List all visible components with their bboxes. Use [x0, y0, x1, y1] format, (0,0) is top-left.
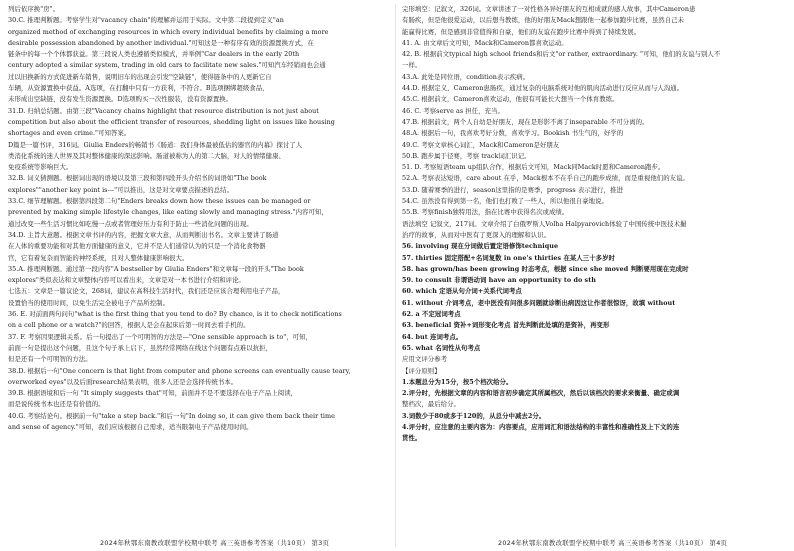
text-line: 通过改变一些生活习惯比如吃慢一点或者管理好压力有利于防止一些消化问题的出现。: [8, 219, 253, 228]
text-line: 列后依序换"房"。: [8, 5, 60, 13]
text-line: organized method of exchanging resources in which every individual benefits by claiming a more: [8, 27, 329, 36]
text-line: 53.D. 随着赛季的进行，season这里指的是赛季，progress 表示进行，推进: [402, 185, 623, 194]
text-line: D篇是一篇书评，316词。Giulia Enders的畅销书《肠道：我们身体最被低估的器官的内幕》探讨了人: [8, 140, 303, 149]
text-line: 而是说传统书本也还是有价值的。: [8, 400, 105, 409]
text-line: 43.A. 此处是同位语，condition表示疾病。: [402, 72, 530, 81]
text-line: 类消化系统的迷人世界及其对整体健康的深远影响。肠道被称为人的第二大脑，对人的情绪健康、: [8, 151, 285, 160]
text-line: 35.A. 推理判断题。通过第一段内容"A bestseller by Giulia Enders"和文章每一段的开头"The book: [8, 264, 304, 273]
text-line: 60. which 定语从句介词+关系代词考点: [402, 287, 522, 296]
text-line: 链条中的每一个个体都获益。第三段说人类也遵循类似模式，并举例"Car dealers in the early 20th: [8, 50, 300, 59]
text-line: 4.评分时，应注意的主要内容为：内容要点，应用词汇和语法结构的丰富性和准确性及上下文的连: [402, 422, 680, 431]
text-line: 61. without 介词考点，老中医没有问很多问题就诊断出病因这让作者很惊讶，故填 without: [402, 298, 676, 307]
text-line: 34.D. 主旨大意题。根据文章书评的内容，把握文章大意，从而判断出书名。文章主要讲了肠道: [8, 230, 279, 239]
text-line: 在人体的重要功能和对其他方面健康的意义，它并不是人们通常认为的只是一个消化食物器: [8, 242, 266, 251]
text-line: 63. beneficial 资补+词形变化考点 首先判断此处填的是资补，再变形: [402, 321, 610, 330]
text-line: 57. thirties 固定搭配+名词复数 in one's thirties 在某人三十多岁时: [402, 253, 615, 262]
text-line: overworked eyes"以及后面research结果表明，很多人还是会选择传统书本。: [8, 377, 238, 386]
text-line: explores"类似表达和文章整体内容可以看出来，文章是对一本书进行介绍和评论。: [8, 276, 245, 285]
text-line: and sense of agency."可知，我们应该根据自己需求，适当限制电子产品使用时间。: [8, 422, 253, 431]
page-divider: [395, 4, 396, 547]
text-line: explores""another key point is---"可以推出，这是对文章要点描述的总结。: [8, 185, 234, 194]
text-line: 31.D. 归纳总结题。由第三段"Vacancy chains highlight that resource distribution is not just about: [8, 106, 319, 115]
text-line: 44.D. 根据定义，Cameron患肠疾，通过复杂的电脑系统对他的肌肉活动进行反应从而与人沟通。: [402, 84, 684, 93]
text-line: 56. involving 现在分词做后置定语修饰technique: [402, 242, 559, 251]
text-line: 37. F. 考察因果逻辑关系。后一句提出了一个可明智的方法是—"One sensible approach is to"，可知，: [8, 332, 312, 341]
text-line: 62. a 不定冠词考点: [402, 310, 461, 319]
text-line: 语法填空 记叙文，217词。文章介绍了白俄罗斯人Volha Halpyarovich体验了中国传统中医技术撮: [402, 219, 687, 228]
text-line: competition but also about the efficient transfer of resources, shedding light on issues like housing: [8, 117, 335, 126]
text-line: century adopted a similar system, trading in old cars to facilitate new sales."可知汽车经销商也会通: [8, 61, 326, 70]
text-line: 应用文评分参考: [402, 355, 448, 364]
text-line: 55.B. 考察finish独特用法，指在比赛中获得名次或成绩。: [402, 208, 569, 217]
text-line: 过以旧换新的方式促进新车销售，说明旧车的出现会引发"空缺链"，使得链条中的人更新它自: [8, 72, 272, 81]
text-line: 1.本题总分为15分，按5个档次给分。: [402, 377, 513, 386]
text-line: 51. D. 考察短语team up组队合作，根据后文可知，Mack同Mack时愿和Cameron跑步。: [402, 163, 665, 172]
text-line: 45.C. 根据前文，Cameron喜欢运动，他很有可能长大想当一个体育教练。: [402, 95, 619, 104]
right-answer-page: [402, 4, 786, 539]
text-line: 47.B. 根据前文，两个人自幼是好朋友，现在是形影不离了inseparable 不可分离的。: [402, 117, 649, 126]
text-line: prevented by making simple lifestyle changes, like eating slowly and managing stress."内容可知，: [8, 208, 328, 217]
text-line: 52.A. 考察表达短语，care about 在乎，Mack根本不在乎自己的跑步成绩，而是重视他们的友谊。: [402, 174, 689, 183]
text-line: 40.G. 考察结论句。根据前一句"take a step back."和后一句"In doing so, it can give them back their time: [8, 411, 335, 420]
text-line: shortages and even crime."可知答案。: [8, 129, 131, 138]
text-line: 整档次，最后给分。: [402, 400, 460, 409]
text-line: 2.评分时，先根据文章的内容和语言初步确定其所属档次，然后以该档次的要求来衡量、确定或调: [402, 389, 680, 398]
text-line: 39.B. 根据语境和后一句 "It simply suggests that"可知，前面并不是不要选择在电子产品上阅读，: [8, 389, 298, 398]
text-line: 65. what 名词性从句考点: [402, 343, 481, 352]
text-line: 38.D. 根据后一句"One concern is that light from computer and phone screens can eventually cause teary,: [8, 366, 351, 375]
text-line: 贯性。: [402, 434, 422, 443]
text-line: 59. to consult 非谓语动词 have an opportunity to do sth: [402, 276, 596, 285]
text-line: desirable possession abandoned by another individual."可知这是一种有序有效的资源置换方式，在: [8, 38, 314, 47]
text-line: 30.C. 推理判断题。考察学生对"vacancy chain"的理解并运用于实际。文中第二段提到定义"an: [8, 16, 284, 25]
text-line: 车辆，从资源置换中获益。A选项，在打翻中只有一方获利，不符合。B选项捆绑超级食品，: [8, 84, 269, 93]
text-line: 有肠疾，但是他很爱运动，以后想当教练，他的好朋友Mack想跟他一起参加跑步比赛，虽然自己未: [402, 16, 685, 25]
text-line: 官，它有着复杂而智能的神经系统，且对人整体健康影响很大。: [8, 253, 189, 262]
text-line: 未形成出空缺链，没有发生资源置换。D选项购买一次性服装，没有资源置换。: [8, 95, 233, 104]
text-line: 36. E. 对前面两句问句"what is the first thing that you tend to do? By chance, is it to check notifications: [8, 310, 342, 319]
text-line: on a cell phone or a watch?"的回答，根据人是会在起床后第一时间去看手机的。: [8, 321, 250, 330]
text-line: 七选五：文章是一篇议论文，268词，建议在高科技生活时代，我们还是应该合理利用电子产品，: [8, 287, 285, 296]
text-line: 【评分原则】: [402, 366, 441, 375]
text-line: 一样。: [402, 61, 422, 70]
text-line: 48.A. 根据后一句，我喜欢考好分数，喜欢学习。Bookish 书生气的，好学的: [402, 129, 624, 138]
text-line: 58. has grown/has been growing 时态考点，根据 since she moved 判断要用现在完成时: [402, 264, 689, 273]
left-page-footer: 2024年秋鄂东南教改联盟学校期中联考 高三英语参考答案（共10页） 第3页: [100, 539, 330, 547]
text-line: 32.B. 词义猜测题。根据词出现的语境以及第三段和第四段开头介绍书的词语如"The book: [8, 174, 267, 183]
left-answer-page: [8, 4, 392, 539]
right-page-footer: 2024年秋鄂东南教改联盟学校期中联考 高三英语参考答案（共10页） 第4页: [498, 539, 728, 547]
text-line: 49.C. 考察文章核心词汇，Mack和Cameron是好朋友: [402, 140, 560, 149]
text-line: 54.C. 虽然没有得到第一名，他们也打败了一些人，所以他很自豪地说。: [402, 197, 608, 206]
text-line: 但是还有一个可明智的方法。: [8, 355, 92, 364]
text-line: 完形填空：记叙文，326词。文章讲述了一对性格各异好朋友的互相成就的感人故事，其中Cameron患: [402, 5, 696, 13]
text-line: 3.词数少于80或多于120的，从总分中减去2分。: [402, 411, 546, 420]
text-line: 64. but 连词考点。: [402, 332, 463, 341]
text-line: 设置恰当的使用时间，以免生活完全被电子产品所控制。: [8, 298, 170, 307]
text-line: 41. A. 由文章后文可知，Mack和Cameron都喜欢运动。: [402, 38, 568, 47]
text-line: 33.C. 细节理解题。根据第四段第二句"Enders breaks down how these issues can be managed or: [8, 197, 311, 206]
text-line: 前面一句是提出这个问题，且这个句子承上启下，虽然经常网络在线这个问题有点难以抗拒，: [8, 343, 273, 352]
text-line: 免疫系统等影响巨大。: [8, 163, 73, 172]
text-line: 治疗的故事，从而对中医有了更深入的理解和认识。: [402, 230, 551, 239]
text-line: 46. C. 考察serve as 担任，充当。: [402, 106, 504, 115]
text-line: 能赢得比赛，但是感到非常值得和自豪，他们的友谊在跑步比赛中得到了持续发展。: [402, 27, 641, 36]
text-line: 42. B. 根据前文typical high school friends和后文"or rather, extraordinary. "可知，他们的友谊与别人不: [402, 50, 721, 59]
text-line: 50.B. 跑步属于径赛，考察 track词汇识记。: [402, 151, 531, 160]
